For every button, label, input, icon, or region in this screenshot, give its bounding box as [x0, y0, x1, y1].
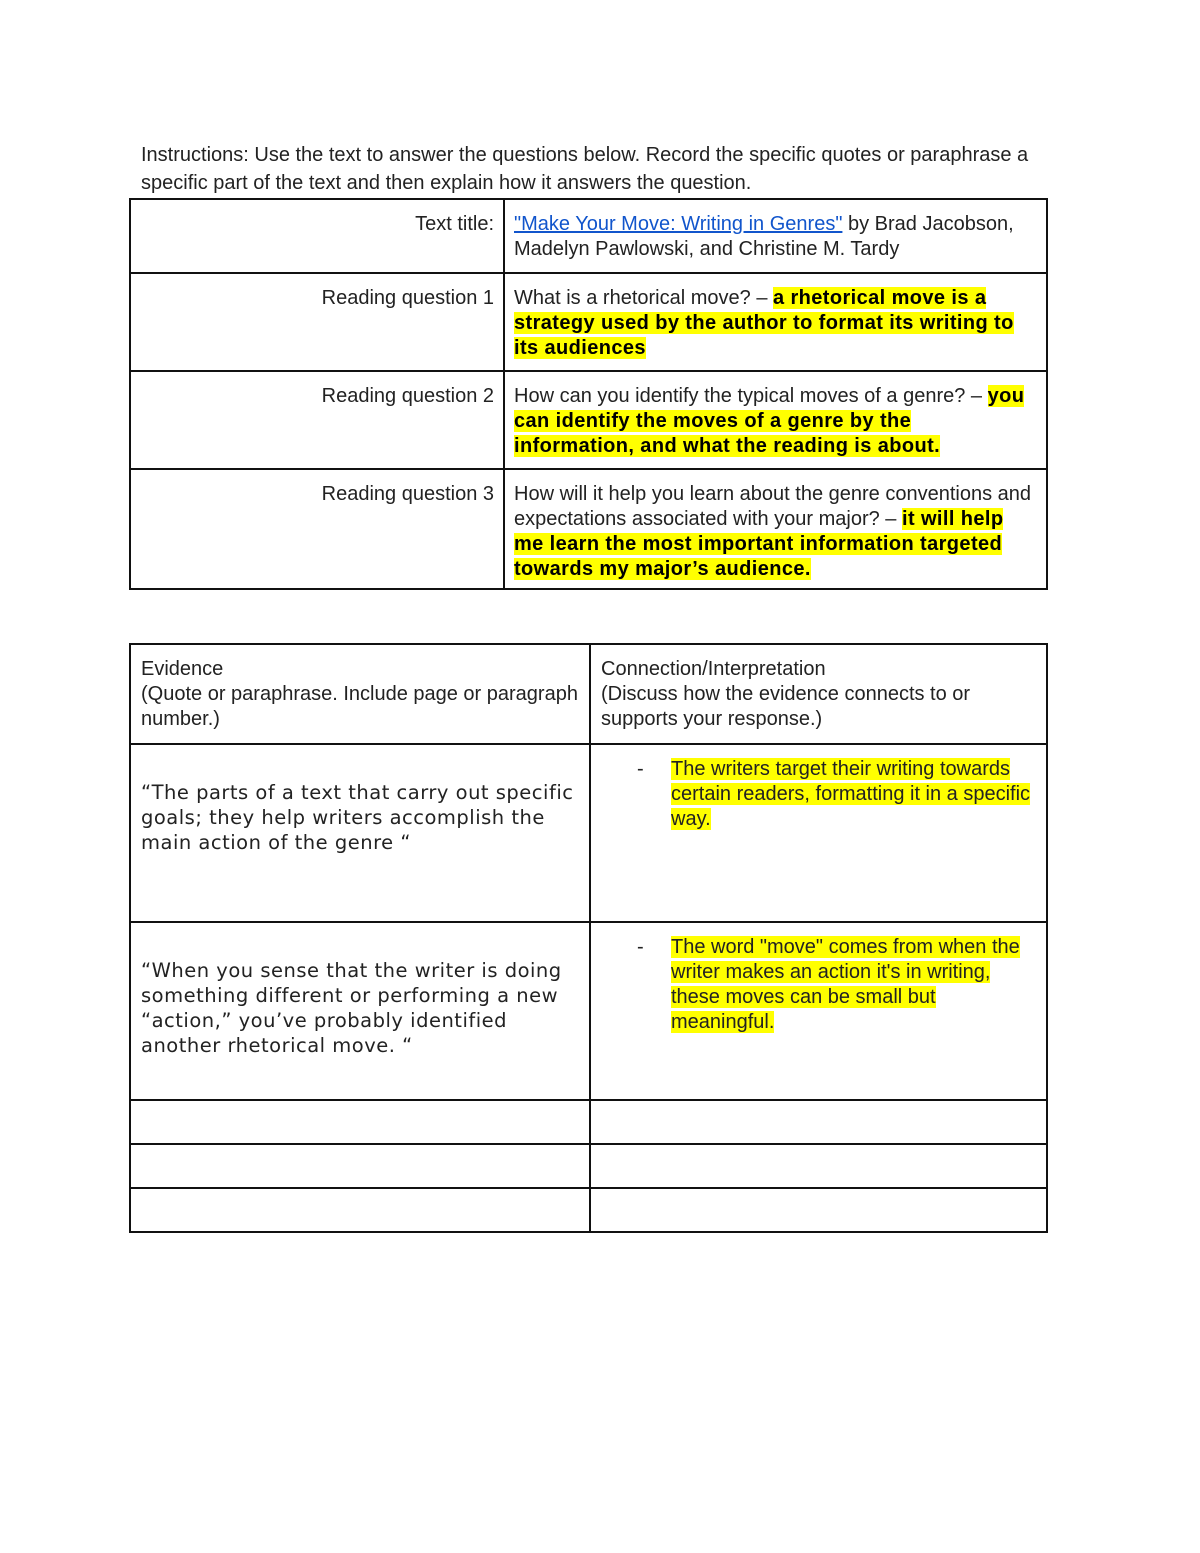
empty-row: [130, 1144, 1047, 1188]
text-title-authors: by Brad Jacobson, Madelyn Pawlowski, and Christine M. Tardy: [514, 213, 1014, 260]
reading-questions-table: [129, 198, 1048, 590]
connection-text-2: The word "move" comes from when the writer makes an action it's in writing, these moves can be small but meaningful.: [671, 936, 1020, 1033]
empty-row: [130, 1188, 1047, 1232]
empty-row: [130, 1100, 1047, 1144]
reading-answer-1-highlight: a rhetorical move is a strategy used by the author to format its writing to its audiences: [514, 287, 1014, 359]
reading-question-row: [130, 371, 1047, 469]
text-title-row: [130, 199, 1047, 273]
evidence-quote-2: “When you sense that the writer is doing something different or performing a new “action,” you’ve probably identified another rhetorical move. “: [141, 959, 562, 1057]
evidence-table: [129, 643, 1048, 1233]
reading-question-3-text: How will it help you learn about the genre conventions and expectations associated with your major? –: [514, 483, 1031, 530]
evidence-cell: [130, 744, 590, 922]
connection-cell: [590, 744, 1047, 922]
empty-evidence-cell[interactable]: [130, 1144, 590, 1188]
reading-question-1-label: Reading question 1: [130, 273, 504, 371]
reading-question-2-label: Reading question 2: [130, 371, 504, 469]
connection-bullet: [601, 935, 1037, 1035]
evidence-header-note: (Quote or paraphrase. Include page or paragraph number.): [141, 683, 578, 730]
connection-bullet: [601, 757, 1037, 832]
empty-connection-cell[interactable]: [590, 1100, 1047, 1144]
reading-question-3-cell: [504, 469, 1047, 589]
connection-header-title: Connection/Interpretation: [601, 658, 826, 680]
evidence-header-title: Evidence: [141, 658, 224, 680]
reading-answer-2-highlight: you can identify the moves of a genre by the information, and what the reading is about.: [514, 385, 1025, 457]
reading-question-row: [130, 273, 1047, 371]
evidence-header-row: [130, 644, 1047, 744]
reading-answer-3-highlight: it will help me learn the most important information targeted towards my major’s audience.: [514, 508, 1004, 580]
text-title-label: Text title:: [130, 199, 504, 273]
reading-question-1-cell: [504, 273, 1047, 371]
empty-evidence-cell[interactable]: [130, 1100, 590, 1144]
reading-question-1-text: What is a rhetorical move? –: [514, 287, 773, 309]
empty-connection-cell[interactable]: [590, 1188, 1047, 1232]
evidence-row: [130, 744, 1047, 922]
bullet-dash: -: [637, 758, 644, 780]
evidence-row: [130, 922, 1047, 1100]
reading-question-2-cell: [504, 371, 1047, 469]
connection-text-1: The writers target their writing towards certain readers, formatting it in a specific way.: [671, 758, 1031, 830]
connection-header-cell: [590, 644, 1047, 744]
instructions-text: Instructions: Use the text to answer the questions below. Record the specific quotes or paraphrase a specific part of the text and then explain how it answers the question.: [141, 144, 1029, 194]
bullet-dash: -: [637, 936, 644, 958]
reading-question-3-label: Reading question 3: [130, 469, 504, 589]
text-title-link[interactable]: "Make Your Move: Writing in Genres": [514, 213, 843, 235]
evidence-quote-1: “The parts of a text that carry out specific goals; they help writers accomplish the main action of the genre “: [141, 781, 574, 854]
text-title-cell: [504, 199, 1047, 273]
empty-evidence-cell[interactable]: [130, 1188, 590, 1232]
connection-cell: [590, 922, 1047, 1100]
evidence-header-cell: [130, 644, 590, 744]
connection-header-note: (Discuss how the evidence connects to or supports your response.): [601, 683, 971, 730]
evidence-cell: [130, 922, 590, 1100]
reading-question-2-text: How can you identify the typical moves of a genre? –: [514, 385, 988, 407]
reading-question-row: [130, 469, 1047, 589]
empty-connection-cell[interactable]: [590, 1144, 1047, 1188]
